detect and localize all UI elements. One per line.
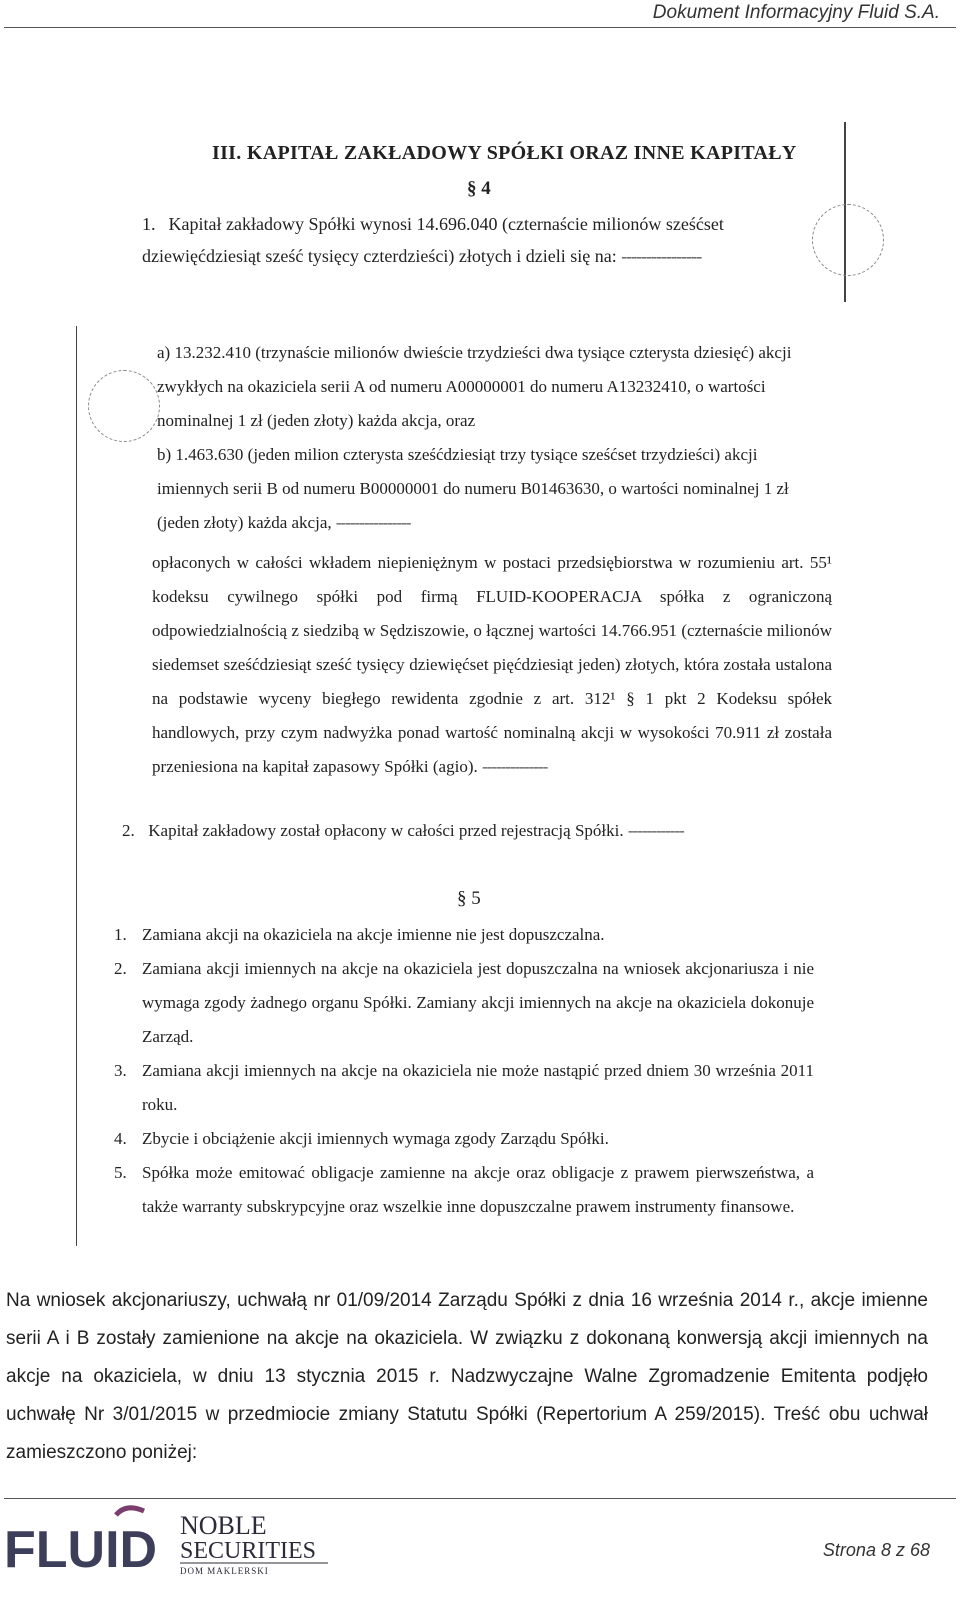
noble-securities-logo [180,1508,340,1578]
section-4-point-2 [122,816,822,846]
filler-dashes: ---------------- [335,513,411,532]
share-series-b [157,438,827,540]
noble-logo-line-2: SECURITIES [180,1538,317,1564]
section-5-item [114,1122,814,1156]
item-text: Zbycie i obciążenie akcji imiennych wymaga zgody Zarządu Spółki. [142,1129,609,1148]
item-text: Zamiana akcji imiennych na akcje na okaziciela jest dopuszczalna na wniosek akcjonariusza i nie wymaga zgody żadnego organu Spółki. Zamiany akcji imiennych na akcje na okaziciela dokonuje Zarząd. [142,959,814,1046]
payment-description [152,546,832,784]
item-text: Spółka może emitować obligacje zamienne na akcje oraz obligacje z prawem pierwszeństwa, a także warranty subskrypcyjne oraz wszelkie inne dopuszczalne prawem instrumenty finansowe. [142,1163,814,1216]
item-number: 2. [114,959,127,978]
section-5-item [114,1156,814,1224]
payment-text: opłaconych w całości wkładem niepieniężnym w postaci przedsiębiorstwa w rozumieniu art. 55¹ kodeksu cywilnego spółki pod firmą FLUID-KOOPERACJA spółka z ograniczoną odpowiedzialnością z siedzibą w Sędziszowie, o łącznej wartości 14.766.951 (czternaście milionów siedemset sześćdziesiąt sześć tysięcy dziewięćset pięćdziesiąt jeden) złotych, która została ustalona na podstawie wyceny biegłego rewidenta zgodnie z art. 312¹ § 1 pkt 2 Kodeksu spółek handlowych, przy czym nadwyżka ponad wartość nominalną akcji w wysokości 70.911 zł została przeniesiona na kapitał zapasowy Spółki (agio). [152,553,832,776]
item-number: 3. [114,1061,127,1080]
section-5-item [114,918,814,952]
section-5-item [114,1054,814,1122]
section-4-heading: § 4 [467,178,491,199]
point-text: Kapitał zakładowy został opłacony w całości przed rejestracją Spółki. [148,821,624,840]
item-number: 4. [114,1129,127,1148]
section-5-item [114,952,814,1054]
series-label: a) [157,343,171,362]
item-number: 1. [114,925,127,944]
noble-logo-line-3: DOM MAKLERSKI [180,1566,269,1576]
series-text: 13.232.410 (trzynaście milionów dwieście trzydzieści dwa tysiące czterysta dziesięć) akcji zwykłych na okaziciela serii A od numeru A00000001 do numeru A13232410, o wartości nominalnej 1 zł (jeden złoty) każda akcja, oraz [157,343,792,430]
share-series-list [157,336,827,540]
scanned-statute-excerpt [22,118,934,1318]
footer-divider [4,1498,956,1499]
fluid-logo [4,1505,164,1575]
series-text: 1.463.630 (jeden milion czterysta sześćdziesiąt trzy tysiące sześćset trzydzieści) akcji imiennych serii B od numeru B00000001 do numeru B01463630, o wartości nominalnej 1 zł (jeden złoty) każda akcja, [157,445,789,532]
fluid-logo-text: FLUID [4,1521,158,1575]
filler-dashes: -------------- [481,757,548,776]
section-4-point-1 [142,208,842,272]
fluid-logo-swoosh [116,1508,144,1515]
point-number: 1. [142,214,156,234]
stamp-mark-left [88,370,160,442]
header-title: Dokument Informacyjny Fluid S.A. [652,2,940,23]
item-text: Zamiana akcji imiennych na akcje na okaziciela nie może nastąpić przed dniem 30 września 2011 roku. [142,1061,814,1114]
item-number: 5. [114,1163,127,1182]
point-text: Kapitał zakładowy Spółki wynosi 14.696.040 (czternaście milionów sześćset dziewięćdziesiąt sześć tysięcy czterdzieści) złotych i dzieli się na: [142,214,724,266]
section-5-list [114,918,814,1224]
statute-chapter-heading: III. KAPITAŁ ZAKŁADOWY SPÓŁKI ORAZ INNE KAPITAŁY [212,142,797,164]
point-number: 2. [122,821,135,840]
section-5-heading: § 5 [457,888,481,909]
header-divider [4,27,956,28]
item-text: Zamiana akcji na okaziciela na akcje imienne nie jest dopuszczalna. [142,925,605,944]
scan-left-margin-line [76,326,77,1246]
filler-dashes: ------------ [627,821,684,840]
page-number: Strona 8 z 68 [822,1540,930,1560]
noble-logo-line-1: NOBLE [180,1511,267,1540]
body-paragraph: Na wniosek akcjonariuszy, uchwałą nr 01/09/2014 Zarządu Spółki z dnia 16 września 2014 r., akcje imienne serii A i B zostały zamienione na akcje na okaziciela. W związku z dokonaną konwersją akcji imiennych na akcje na okaziciela, w dniu 13 stycznia 2015 r. Nadzwyczajne Walne Zgromadzenie Emitenta podjęło uchwałę Nr 3/01/2015 w przedmiocie zmiany Statutu Spółki (Repertorium A 259/2015). Treść obu uchwał zamieszczono poniżej: [6,1290,928,1463]
page-header [0,0,960,30]
share-series-a [157,336,827,438]
series-label: b) [157,445,172,464]
filler-dashes: ---------------- [621,246,702,266]
